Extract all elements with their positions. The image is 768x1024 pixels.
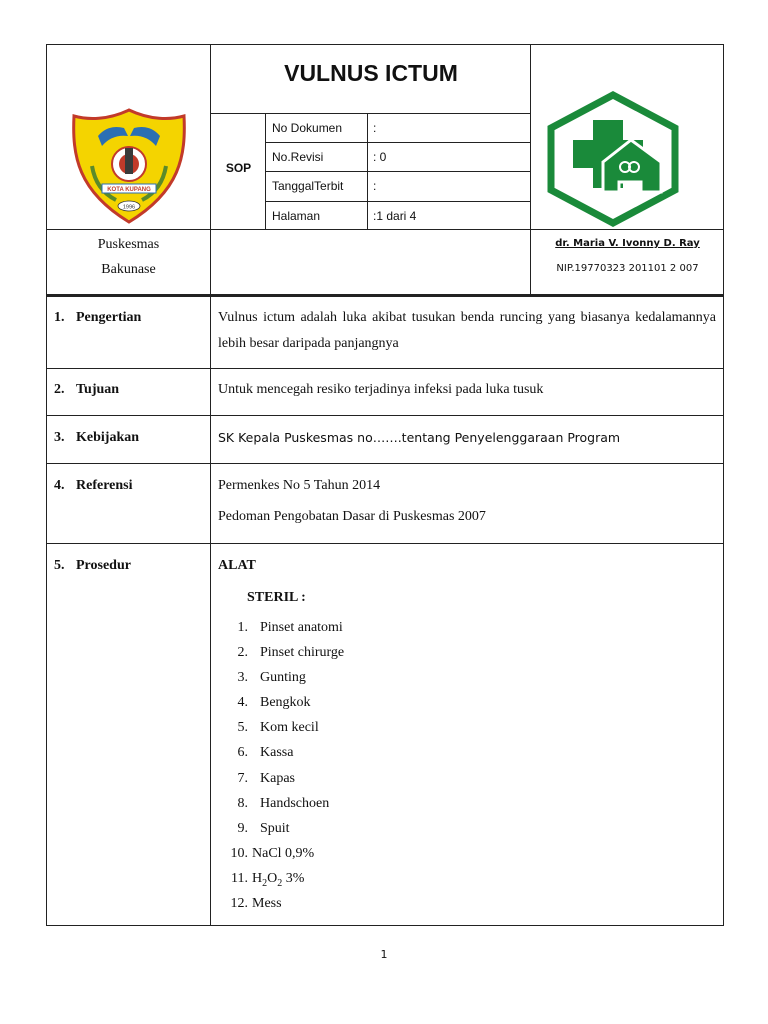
list-item	[222, 720, 344, 745]
list-item-label: Spuit	[260, 820, 290, 836]
list-item-label: Kapas	[260, 770, 295, 786]
doc-number-label: No Dokumen	[272, 121, 343, 135]
signatory-nip: NIP.19770323 201101 2 007	[556, 263, 699, 274]
page-number: 1	[380, 948, 388, 961]
list-item-number: 8.	[237, 795, 248, 811]
org-name-line2: Bakunase	[101, 262, 156, 277]
regional-crest-icon	[68, 106, 190, 226]
formula-part: O	[267, 870, 278, 886]
list-item-label: Kom kecil	[260, 720, 319, 736]
section-text-tujuan: Untuk mencegah resiko terjadinya infeksi pada luka tusuk	[218, 382, 544, 397]
page-count-label: Halaman	[272, 209, 321, 223]
svg-text:KOTA KUPANG: KOTA KUPANG	[107, 187, 151, 193]
list-item	[222, 745, 344, 770]
list-item-label: NaCl 0,9%	[252, 845, 315, 861]
page-count-value: :1 dari 4	[373, 209, 417, 223]
procedure-subheading: STERIL :	[247, 590, 306, 605]
sop-header-table	[46, 44, 724, 295]
list-item-label: Gunting	[260, 670, 306, 686]
list-item-number: 9.	[237, 820, 248, 836]
revision-label: No.Revisi	[272, 150, 324, 164]
list-item	[222, 771, 344, 796]
list-item-number: 5.	[237, 720, 248, 736]
formula-part: 2	[262, 877, 268, 889]
list-item-label: Handschoen	[260, 795, 330, 811]
list-item-number: 4.	[237, 695, 248, 711]
list-item-label: Pinset chirurge	[260, 645, 345, 661]
reference-2: Pedoman Pengobatan Dasar di Puskesmas 2007	[218, 509, 486, 524]
section-label-kebijakan: 3. Kebijakan	[54, 430, 140, 445]
list-item-label: Bengkok	[260, 695, 311, 711]
document-title: VULNUS ICTUM	[284, 60, 458, 86]
list-item-number: 10.	[230, 845, 248, 861]
list-item-number: 6.	[237, 745, 248, 761]
list-item-label	[252, 871, 304, 896]
list-item	[222, 846, 344, 871]
reference-1: Permenkes No 5 Tahun 2014	[218, 478, 381, 493]
issue-date-value: :	[373, 179, 377, 193]
formula-part: H	[252, 870, 263, 886]
section-text-kebijakan: SK Kepala Puskesmas no…….tentang Penyelenggaraan Program	[218, 430, 621, 445]
section-label-tujuan: 2. Tujuan	[54, 382, 120, 397]
list-item-label: Pinset anatomi	[260, 620, 343, 635]
list-item-number: 11.	[231, 870, 248, 886]
sop-body-table	[46, 295, 724, 926]
list-item	[222, 620, 344, 645]
procedure-heading: ALAT	[218, 558, 256, 573]
puskesmas-logo-icon	[543, 90, 683, 228]
list-item	[222, 645, 344, 670]
sop-label: SOP	[225, 161, 252, 175]
list-item	[222, 695, 344, 720]
svg-text:1996: 1996	[122, 204, 136, 211]
signatory-name: dr. Maria V. Ivonny D. Ray	[555, 238, 700, 249]
formula-part: 3%	[282, 870, 305, 886]
section-label-referensi: 4. Referensi	[54, 478, 133, 493]
list-item	[222, 871, 344, 896]
issue-date-label: TanggalTerbit	[272, 179, 344, 193]
doc-number-value: :	[373, 121, 377, 135]
list-item-label: Kassa	[260, 745, 294, 761]
list-item	[222, 821, 344, 846]
steril-equipment-list	[222, 620, 344, 921]
list-item-label: Mess	[252, 896, 282, 912]
list-item	[222, 796, 344, 821]
list-item-number: 2.	[237, 645, 248, 661]
list-item-number: 3.	[237, 670, 248, 686]
section-text-pengertian: Vulnus ictum adalah luka akibat tusukan benda runcing yang biasanya kedalamannya lebih besar daripada panjangnya	[218, 310, 716, 351]
org-name-line1: Puskesmas	[97, 237, 160, 252]
list-item	[222, 670, 344, 695]
list-item-number: 12.	[230, 896, 248, 912]
list-item	[222, 896, 344, 921]
list-item-number: 7.	[237, 770, 248, 786]
section-label-pengertian: 1. Pengertian	[54, 310, 142, 325]
list-item-number: 1.	[237, 620, 248, 635]
section-label-prosedur: 5. Prosedur	[54, 558, 131, 573]
revision-value: : 0	[373, 150, 387, 164]
formula-part: 2	[277, 877, 283, 889]
